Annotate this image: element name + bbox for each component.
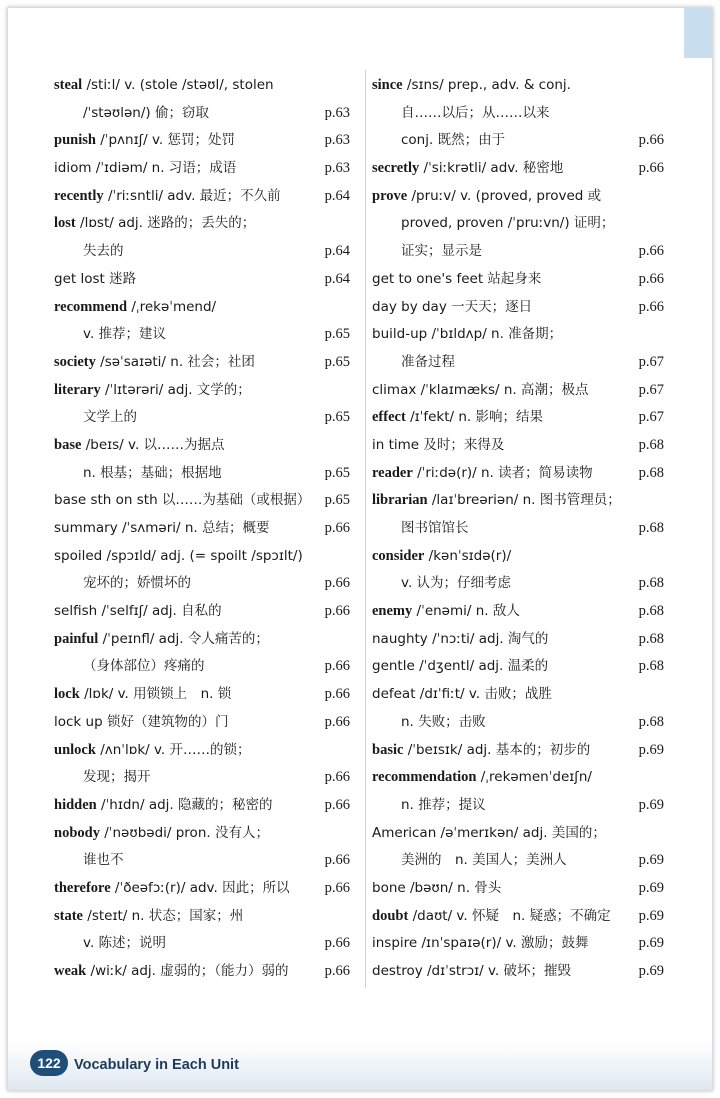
headword: reader (372, 464, 413, 481)
vocab-entry-line (54, 432, 350, 460)
entry-definition: /ˈstəʊlən/) 偷；窃取 (83, 104, 209, 121)
vocab-entry-line (372, 570, 664, 598)
entry-text (372, 326, 562, 342)
page-reference: p.69 (638, 796, 664, 813)
entry-text (372, 825, 606, 841)
entry-definition: （身体部位）疼痛的 (83, 658, 205, 675)
entry-definition: v. 推荐；建议 (83, 326, 167, 343)
entry-text (372, 160, 563, 176)
vocab-entry-line (54, 653, 350, 681)
page-reference: p.66 (324, 852, 350, 869)
entry-text (372, 714, 486, 730)
vocab-entry-line (54, 958, 350, 986)
vocab-entry-line (372, 487, 664, 515)
entry-text (54, 188, 281, 204)
page-reference: p.66 (324, 520, 350, 536)
entry-definition: /ˌrekəˈmend/ (127, 298, 217, 315)
entry-text (372, 188, 601, 204)
page-reference: p.69 (638, 935, 664, 952)
headword: society (54, 353, 96, 370)
vocab-entry-line (372, 764, 664, 792)
headword: state (54, 907, 83, 924)
entry-definition: 准备过程 (401, 353, 455, 370)
vocab-entry-line (372, 930, 664, 958)
entry-text (54, 132, 235, 148)
entry-definition: build-up /ˈbɪldʌp/ n. 准备期； (372, 326, 563, 343)
entry-definition: /ˈnəʊbədi/ pron. 没有人； (99, 824, 269, 841)
entry-text (54, 575, 191, 591)
vocab-entry-line (372, 72, 664, 100)
entry-definition: n. 推荐；提议 (401, 796, 486, 813)
entry-definition: conj. 既然；由于 (401, 132, 506, 149)
entry-definition: /sɪns/ prep., adv. & conj. (402, 77, 571, 93)
headword: basic (372, 741, 404, 758)
page-reference: p.68 (638, 658, 664, 675)
entry-text (54, 714, 228, 730)
footer-title: Vocabulary in Each Unit (74, 1057, 239, 1073)
page-reference: p.68 (638, 603, 664, 620)
entry-definition: in time 及时；来得及 (372, 436, 505, 453)
entry-definition: /ˈhɪdn/ adj. 隐藏的；秘密的 (96, 796, 273, 813)
vocab-entry-line (372, 598, 664, 626)
vocab-entry-line (372, 100, 664, 128)
vocab-entry-line (54, 127, 350, 155)
entry-text (54, 852, 124, 868)
entry-text (54, 935, 166, 951)
vocab-entry-line (372, 820, 664, 848)
entry-text (54, 686, 231, 702)
vocab-entry-line (54, 404, 350, 432)
entry-definition: /kənˈsɪdə(r)/ (424, 547, 512, 564)
entry-text (54, 382, 251, 398)
entry-text (372, 658, 548, 674)
entry-text (372, 769, 592, 785)
entry-text (372, 437, 504, 453)
headword: prove (372, 187, 408, 204)
vocab-entry-line (372, 681, 664, 709)
vocab-entry-line (54, 543, 350, 571)
page-reference: p.68 (638, 630, 664, 647)
headword: doubt (372, 907, 409, 924)
entry-definition: 谁也不 (83, 852, 124, 869)
entry-text (372, 382, 588, 398)
vocab-entry-line (372, 349, 664, 377)
vocab-entry-line (372, 709, 664, 737)
entry-text (372, 520, 469, 536)
page-reference: p.64 (324, 270, 350, 287)
page-reference: p.68 (638, 520, 664, 536)
entry-definition: /ˈpʌnɪʃ/ v. 惩罚；处罚 (95, 132, 236, 149)
vocab-entry-line (54, 460, 350, 488)
entry-text (372, 409, 543, 425)
headword: nobody (54, 824, 100, 841)
page-reference: p.68 (638, 575, 664, 592)
entry-text (372, 271, 541, 287)
entry-definition: gentle /ˈdʒentl/ adj. 温柔的 (372, 658, 549, 675)
vocab-entry-line (54, 737, 350, 765)
page-reference: p.65 (324, 326, 350, 343)
vocab-entry-line (372, 377, 664, 405)
vocab-entry-line (372, 238, 664, 266)
vocab-entry-line (372, 792, 664, 820)
headword: secretly (372, 160, 420, 177)
headword: consider (372, 547, 425, 564)
entry-definition: selfish /ˈselfɪʃ/ adj. 自私的 (54, 603, 222, 620)
entry-definition: base sth on sth 以……为基础（或根据） (54, 492, 311, 509)
page-reference: p.66 (638, 160, 664, 177)
vocab-entry-line (54, 792, 350, 820)
entry-definition: 图书馆馆长 (401, 520, 469, 536)
vocab-entry-line (54, 183, 350, 211)
headword: recently (54, 187, 104, 204)
column-divider (365, 70, 366, 988)
entry-text (372, 935, 589, 951)
page-reference: p.63 (324, 132, 350, 149)
entry-text (54, 492, 310, 508)
entry-definition: /ˈðeəfɔː(r)/ adv. 因此；所以 (110, 879, 290, 896)
headword: lock (54, 686, 80, 703)
page-reference: p.66 (324, 935, 350, 952)
vocab-entry-line (372, 903, 664, 931)
entry-definition: 自……以后；从……以来 (401, 104, 550, 121)
entry-text (372, 742, 590, 758)
headword: therefore (54, 879, 111, 896)
entry-text (54, 603, 222, 619)
vocab-entry-line (372, 127, 664, 155)
page-reference: p.66 (324, 686, 350, 703)
entry-definition: bone /bəʊn/ n. 骨头 (372, 879, 502, 896)
vocab-entry-line (54, 903, 350, 931)
entry-definition: /ˌrekəmenˈdeɪʃn/ (476, 769, 592, 786)
entry-definition: climax /ˈklaɪmæks/ n. 高潮；极点 (372, 381, 589, 398)
vocab-entry-line (372, 460, 664, 488)
entry-text (54, 215, 255, 231)
vocab-entry-line (54, 321, 350, 349)
vocab-entry-line (54, 515, 350, 543)
headword: unlock (54, 741, 96, 758)
page-reference: p.65 (324, 464, 350, 481)
entry-definition: naughty /ˈnɔːti/ adj. 淘气的 (372, 630, 549, 647)
entry-definition: /ˈpeɪnfl/ adj. 令人痛苦的； (98, 630, 269, 647)
entry-text (372, 575, 511, 591)
vocab-entry-line (54, 155, 350, 183)
entry-text (54, 354, 255, 370)
entry-definition: /ˈriːdə(r)/ n. 读者；简易读物 (412, 464, 593, 481)
entry-text (372, 354, 455, 370)
headword: hidden (54, 796, 97, 813)
page-reference: p.64 (324, 187, 350, 204)
vocab-entry-line (372, 321, 664, 349)
entry-text (54, 769, 151, 785)
vocab-entry-line (54, 875, 350, 903)
entry-definition: idiom /ˈɪdiəm/ n. 习语；成语 (54, 160, 237, 177)
page-reference: p.66 (638, 270, 664, 287)
entry-text (372, 548, 511, 564)
entry-text (54, 437, 225, 453)
entry-text (54, 658, 205, 674)
entry-text (54, 908, 243, 924)
vocab-entry-line (372, 653, 664, 681)
vocab-entry-line (372, 515, 664, 543)
entry-definition: /laɪˈbreəriən/ n. 图书管理员； (427, 492, 621, 509)
headword: weak (54, 963, 87, 979)
page-number-badge: 122 (30, 1050, 68, 1076)
vocab-entry-line (54, 210, 350, 238)
vocab-entry-line (372, 266, 664, 294)
entry-text (372, 686, 552, 702)
entry-definition: 美洲的 n. 美国人；美洲人 (401, 852, 567, 869)
entry-text (54, 742, 251, 758)
entry-text (372, 963, 571, 979)
vocab-entry-line (54, 820, 350, 848)
page-reference: p.66 (638, 132, 664, 149)
entry-text (54, 825, 269, 841)
entry-definition: day by day 一天天；逐日 (372, 298, 533, 315)
page-reference: p.66 (324, 658, 350, 675)
headword: punish (54, 132, 96, 149)
vocab-entry-line (54, 570, 350, 598)
vocab-entry-line (54, 266, 350, 294)
page-reference: p.69 (638, 963, 664, 979)
entry-text (372, 243, 482, 259)
vocab-entry-line (372, 626, 664, 654)
vocab-entry-line (372, 155, 664, 183)
entry-definition: 失去的 (83, 243, 124, 260)
page-reference: p.63 (324, 104, 350, 121)
page-reference: p.65 (324, 409, 350, 426)
entry-text (54, 520, 270, 536)
entry-text (54, 797, 273, 813)
headword: effect (372, 409, 406, 426)
entry-definition: n. 失败；击败 (401, 713, 486, 730)
entry-definition: /lɒst/ adj. 迷路的；丢失的； (75, 215, 256, 232)
entry-text (54, 548, 303, 564)
entry-text (54, 631, 269, 647)
entry-text (54, 271, 136, 287)
vocab-entry-line (54, 487, 350, 515)
entry-text (372, 465, 593, 481)
vocab-entry-line (372, 543, 664, 571)
book-page (7, 7, 713, 1091)
page-reference: p.66 (324, 769, 350, 786)
entry-definition: get to one's feet 站起身来 (372, 270, 542, 287)
page-reference: p.64 (324, 243, 350, 260)
vocab-entry-line (54, 100, 350, 128)
entry-text (54, 243, 124, 259)
vocab-entry-line (372, 958, 664, 986)
headword: literary (54, 381, 101, 398)
headword: steal (54, 77, 83, 93)
entry-definition: spoiled /spɔɪld/ adj. (= spoilt /spɔɪlt/) (54, 547, 303, 564)
headword: lost (54, 215, 76, 232)
entry-text (372, 603, 520, 619)
vocab-entry-line (372, 404, 664, 432)
page-reference: p.68 (638, 464, 664, 481)
page-reference: p.69 (638, 879, 664, 896)
entry-text (372, 77, 571, 93)
page-reference: p.69 (638, 907, 664, 924)
vocab-entry-line (54, 377, 350, 405)
entry-definition: 文学上的 (83, 409, 137, 426)
entry-text (372, 492, 621, 508)
entry-definition: 发现；揭开 (83, 769, 151, 786)
entry-text (372, 631, 548, 647)
entry-definition: inspire /ɪnˈspaɪə(r)/ v. 激励；鼓舞 (372, 935, 589, 952)
entry-text (54, 465, 222, 481)
entry-definition: 宠坏的；娇惯坏的 (83, 575, 191, 592)
entry-definition: /pruːv/ v. (proved, proved 或 (407, 187, 602, 204)
entry-definition: summary /ˈsʌməri/ n. 总结；概要 (54, 520, 270, 536)
entry-definition: /ʌnˈlɒk/ v. 开……的锁； (95, 741, 251, 758)
vocab-entry-line (54, 238, 350, 266)
vocab-entry-line (54, 72, 350, 100)
entry-definition: /ɪˈfekt/ n. 影响；结果 (405, 409, 544, 426)
entry-definition: /ˈsiːkrətli/ adv. 秘密地 (419, 160, 564, 177)
page-reference: p.69 (638, 741, 664, 758)
entry-text (54, 160, 236, 176)
page-reference: p.66 (324, 603, 350, 620)
vocab-entry-line (54, 349, 350, 377)
entry-text (54, 963, 289, 979)
page-reference: p.66 (638, 243, 664, 260)
headword: painful (54, 630, 99, 647)
page-reference: p.67 (638, 409, 664, 426)
page-reference: p.65 (324, 492, 350, 509)
entry-definition: /stiːl/ v. (stole /stəʊl/, stolen (82, 77, 274, 93)
entry-definition: /beɪs/ v. 以……为据点 (81, 436, 225, 453)
vocabulary-column-right (372, 72, 664, 986)
entry-definition: /steɪt/ n. 状态；国家；州 (83, 907, 244, 924)
entry-text (372, 215, 614, 231)
entry-definition: /ˈenəmi/ n. 敌人 (412, 603, 520, 620)
entry-text (54, 299, 216, 315)
vocab-entry-line (372, 847, 664, 875)
headword: recommendation (372, 769, 477, 786)
entry-definition: 证实；显示是 (401, 243, 482, 260)
vocab-entry-line (372, 737, 664, 765)
entry-text (372, 797, 486, 813)
entry-text (54, 326, 166, 342)
vocab-entry-line (372, 294, 664, 322)
entry-definition: get lost 迷路 (54, 270, 137, 287)
entry-text (372, 852, 567, 868)
entry-definition: /ˈbeɪsɪk/ adj. 基本的；初步的 (403, 741, 591, 758)
vocab-entry-line (372, 183, 664, 211)
page-reference: p.66 (324, 575, 350, 592)
page-reference: p.66 (324, 796, 350, 813)
vocab-entry-line (372, 875, 664, 903)
entry-definition: destroy /dɪˈstrɔɪ/ v. 破坏；摧毁 (372, 963, 572, 979)
vocab-entry-line (54, 598, 350, 626)
headword: recommend (54, 298, 128, 315)
entry-text (54, 880, 290, 896)
vocab-entry-line (54, 626, 350, 654)
entry-definition: /səˈsaɪəti/ n. 社会；社团 (95, 353, 255, 370)
vocab-entry-line (54, 681, 350, 709)
entry-definition: defeat /dɪˈfiːt/ v. 击败；战胜 (372, 686, 552, 703)
page-reference: p.69 (638, 852, 664, 869)
headword: enemy (372, 603, 413, 620)
entry-text (54, 409, 137, 425)
entry-definition: v. 认为；仔细考虑 (401, 575, 512, 592)
vocabulary-column-left (54, 72, 350, 986)
page-reference: p.66 (324, 963, 350, 979)
page-reference: p.66 (324, 713, 350, 730)
entry-text (372, 299, 532, 315)
vocab-entry-line (54, 709, 350, 737)
entry-definition: /lɒk/ v. 用锁锁上 n. 锁 (79, 686, 232, 703)
vocab-entry-line (54, 764, 350, 792)
page-reference: p.67 (638, 381, 664, 398)
page-reference: p.67 (638, 353, 664, 370)
entry-definition: /wiːk/ adj. 虚弱的；（能力）弱的 (86, 963, 289, 979)
page-reference: p.68 (638, 713, 664, 730)
page-reference: p.68 (638, 436, 664, 453)
vocab-entry-line (54, 847, 350, 875)
entry-definition: v. 陈述；说明 (83, 935, 167, 952)
entry-text (372, 880, 501, 896)
entry-text (372, 132, 505, 148)
page-reference: p.65 (324, 353, 350, 370)
entry-text (54, 77, 274, 93)
vocab-entry-line (54, 294, 350, 322)
vocab-entry-line (54, 930, 350, 958)
entry-definition: n. 根基；基础；根据地 (83, 464, 222, 481)
entry-definition: /ˈlɪtərəri/ adj. 文学的； (100, 381, 251, 398)
entry-text (54, 105, 209, 121)
entry-definition: /ˈriːsntli/ adv. 最近；不久前 (103, 187, 281, 204)
headword: librarian (372, 492, 428, 509)
entry-definition: proved, proven /ˈpruːvn/) 证明； (401, 215, 615, 232)
entry-definition: /daʊt/ v. 怀疑 n. 疑惑；不确定 (408, 907, 611, 924)
entry-text (372, 105, 550, 121)
headword: base (54, 436, 82, 453)
headword: since (372, 77, 403, 93)
page-reference: p.63 (324, 160, 350, 177)
page-reference: p.66 (324, 879, 350, 896)
footer (8, 1042, 712, 1090)
entry-text (372, 908, 611, 924)
page-edge-tab (684, 8, 712, 58)
vocab-entry-line (372, 432, 664, 460)
vocab-entry-line (372, 210, 664, 238)
entry-definition: American /əˈmerɪkən/ adj. 美国的； (372, 824, 606, 841)
page-reference: p.66 (638, 298, 664, 315)
entry-definition: lock up 锁好（建筑物的）门 (54, 713, 229, 730)
